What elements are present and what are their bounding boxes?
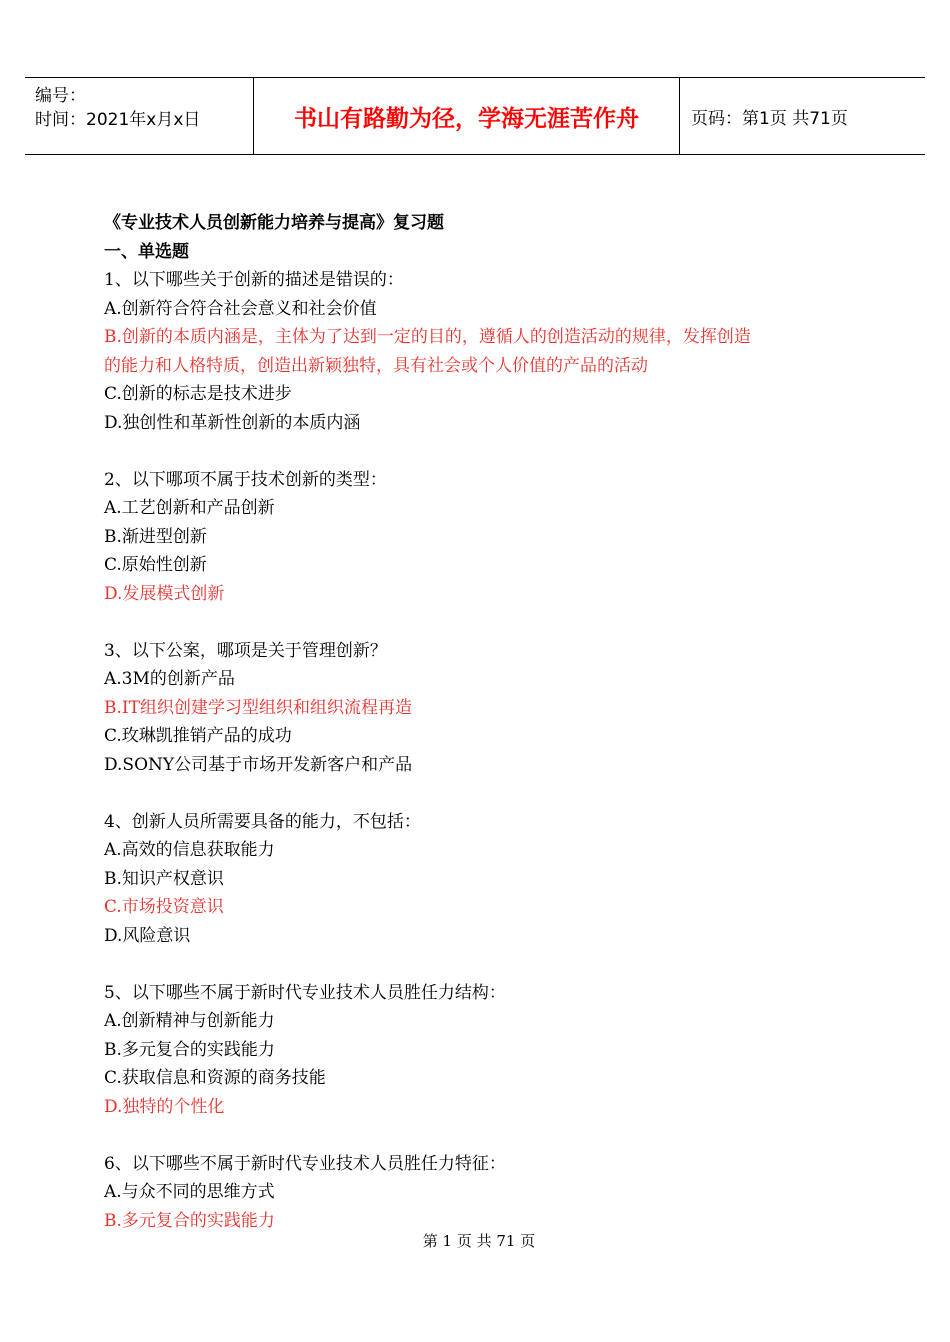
question-4 (104, 808, 864, 951)
question-stem: 6、以下哪些不属于新时代专业技术人员胜任力特征： (104, 1153, 506, 1174)
question-6 (104, 1150, 864, 1236)
option: A.工艺创新和产品创新 (104, 498, 275, 518)
option: B.渐进型创新 (104, 526, 207, 547)
question-stem: 2、以下哪项不属于技术创新的类型： (104, 469, 387, 490)
section-heading: 一、单选题 (104, 241, 189, 262)
document-body (104, 209, 864, 1235)
header-meta (25, 78, 254, 155)
correct-option: D.发展模式创新 (104, 583, 225, 604)
option: A.高效的信息获取能力 (104, 840, 275, 860)
correct-option: B.多元复合的实践能力 (104, 1210, 275, 1231)
option: D.风险意识 (104, 925, 191, 946)
option: A.创新符合符合社会意义和社会价值 (104, 298, 377, 319)
option: B.知识产权意识 (104, 868, 224, 889)
option: D.独创性和革新性创新的本质内涵 (104, 412, 361, 433)
header-motto: 书山有路勤为径，学海无涯苦作舟 (254, 78, 680, 155)
option: B.多元复合的实践能力 (104, 1039, 275, 1060)
question-3 (104, 637, 864, 780)
correct-option: C.市场投资意识 (104, 897, 224, 917)
question-stem: 5、以下哪些不属于新时代专业技术人员胜任力结构： (104, 982, 506, 1003)
option: C.玫琳凯推销产品的成功 (104, 726, 292, 746)
option: C.原始性创新 (104, 555, 207, 575)
option: A.3M的创新产品 (104, 669, 235, 689)
question-stem: 1、以下哪些关于创新的描述是错误的： (104, 270, 404, 290)
question-stem: 3、以下公案，哪项是关于管理创新？ (104, 640, 387, 661)
question-stem: 4、创新人员所需要具备的能力，不包括： (104, 811, 421, 832)
option: D.SONY公司基于市场开发新客户和产品 (104, 754, 413, 775)
correct-option: B.IT组织创建学习型组织和组织流程再造 (104, 697, 412, 718)
time-label: 时间：2021年x月x日 (35, 110, 201, 130)
question-1 (104, 266, 864, 437)
option: A.与众不同的思维方式 (104, 1182, 275, 1202)
document-title: 《专业技术人员创新能力培养与提高》复习题 (104, 213, 444, 233)
number-label: 编号： (35, 86, 86, 106)
correct-option: B.创新的本质内涵是，主体为了达到一定的目的，遵循人的创造活动的规律，发挥创造 (104, 327, 751, 347)
header-page-info: 页码：第1页 共71页 (691, 109, 848, 129)
question-5 (104, 979, 864, 1122)
question-2 (104, 466, 864, 609)
option: C.获取信息和资源的商务技能 (104, 1068, 326, 1088)
document-header (25, 77, 925, 155)
correct-option: D.独特的个性化 (104, 1096, 225, 1117)
page-footer: 第 1 页 共 71 页 (422, 1232, 536, 1250)
option: C.创新的标志是技术进步 (104, 384, 292, 404)
option: A.创新精神与创新能力 (104, 1011, 275, 1031)
correct-option-continued: 的能力和人格特质，创造出新颖独特，具有社会或个人价值的产品的活动 (104, 355, 648, 376)
